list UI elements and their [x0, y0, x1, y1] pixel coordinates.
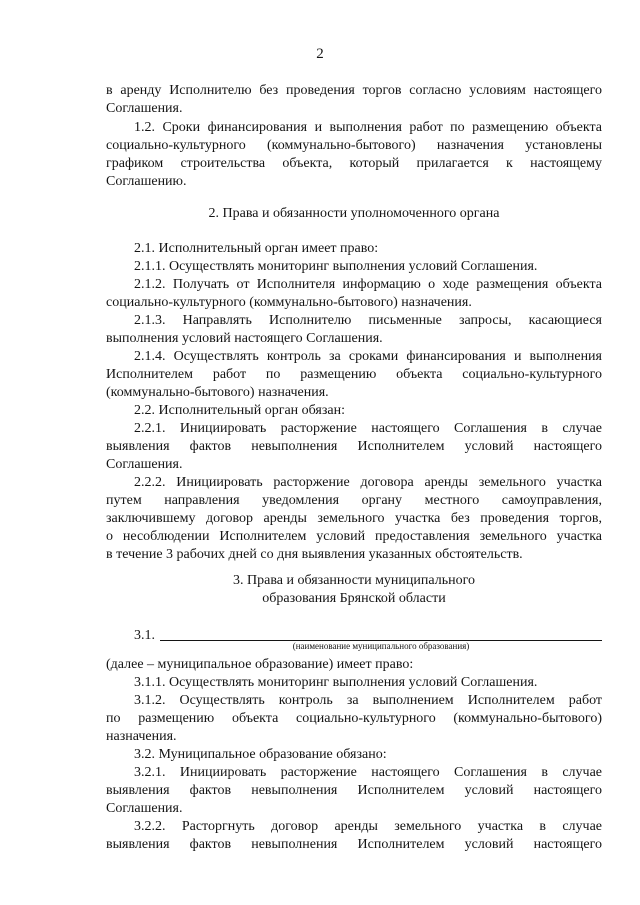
- section-heading: образования Брянской области: [262, 591, 446, 606]
- text-line: социально-культурного (коммунально-бытового) назначения установлены: [106, 138, 602, 153]
- text-line: в аренду Исполнителю без проведения торгов согласно условиям настоящего: [106, 83, 602, 98]
- text-line: Соглашению.: [106, 174, 187, 189]
- text-line: Исполнителем работ по размещению объекта социально-культурного: [106, 367, 602, 382]
- text-line: выявления фактов невыполнения Исполнителем условий настоящего: [106, 439, 602, 454]
- text-line: 3.2. Муниципальное образование обязано:: [134, 747, 387, 762]
- blank-field-caption: (наименование муниципального образования): [292, 641, 470, 651]
- text-line: графиком строительства объекта, который прилагается к настоящему: [106, 156, 602, 171]
- text-line: путем направления уведомления органу местного самоуправления,: [106, 493, 602, 508]
- text-line: 3.1.1. Осуществлять мониторинг выполнения условий Соглашения.: [134, 675, 538, 690]
- text-line: 3.1.2. Осуществлять контроль за выполнением Исполнителем работ: [134, 693, 602, 708]
- text-line: Соглашения.: [106, 457, 183, 472]
- text-line: 2.2. Исполнительный орган обязан:: [134, 403, 345, 418]
- section-heading: 2. Права и обязанности уполномоченного органа: [208, 206, 500, 221]
- text-line: 2.1.3. Направлять Исполнителю письменные запросы, касающиеся: [134, 313, 602, 328]
- text-line: о несоблюдении Исполнителем условий предоставления земельного участка: [106, 529, 602, 544]
- text-line: заключившему договор аренды земельного участка без проведения торгов,: [106, 511, 602, 526]
- text-line: в течение 3 рабочих дней со дня выявления указанных обстоятельств.: [106, 547, 523, 562]
- text-line: выполнения условий настоящего Соглашения.: [106, 331, 383, 346]
- text-line: Соглашения.: [106, 801, 183, 816]
- page-number: 2: [316, 46, 324, 62]
- text-line: 2.2.2. Инициировать расторжение договора аренды земельного участка: [134, 475, 602, 490]
- text-line: 1.2. Сроки финансирования и выполнения работ по размещению объекта: [134, 120, 602, 135]
- text-line: (коммунально-бытового) назначения.: [106, 385, 329, 400]
- text-line: выявления фактов невыполнения Исполнителем условий настоящего: [106, 783, 602, 798]
- text-line: 3.2.1. Инициировать расторжение настоящего Соглашения в случае: [134, 765, 602, 780]
- text-line: 2.1.1. Осуществлять мониторинг выполнения условий Соглашения.: [134, 259, 538, 274]
- text-line: 3.2.2. Расторгнуть договор аренды земельного участка в случае: [134, 819, 602, 834]
- text-line: социально-культурного (коммунально-бытового) назначения.: [106, 295, 472, 310]
- text-line: выявления фактов невыполнения Исполнителем условий настоящего: [106, 837, 602, 852]
- section-heading: 3. Права и обязанности муниципального: [233, 573, 475, 588]
- blank-field-label: 3.1.: [134, 628, 155, 643]
- text-line: (далее – муниципальное образование) имеет право:: [106, 657, 414, 672]
- text-line: по размещению объекта социально-культурного (коммунально-бытового): [106, 711, 602, 726]
- text-line: 2.1. Исполнительный орган имеет право:: [134, 241, 379, 256]
- text-line: 2.1.4. Осуществлять контроль за сроками финансирования и выполнения: [134, 349, 602, 364]
- text-line: назначения.: [106, 729, 177, 744]
- text-line: 2.1.2. Получать от Исполнителя информацию о ходе размещения объекта: [134, 277, 602, 292]
- text-line: 2.2.1. Инициировать расторжение настоящего Соглашения в случае: [134, 421, 602, 436]
- text-line: Соглашения.: [106, 101, 183, 116]
